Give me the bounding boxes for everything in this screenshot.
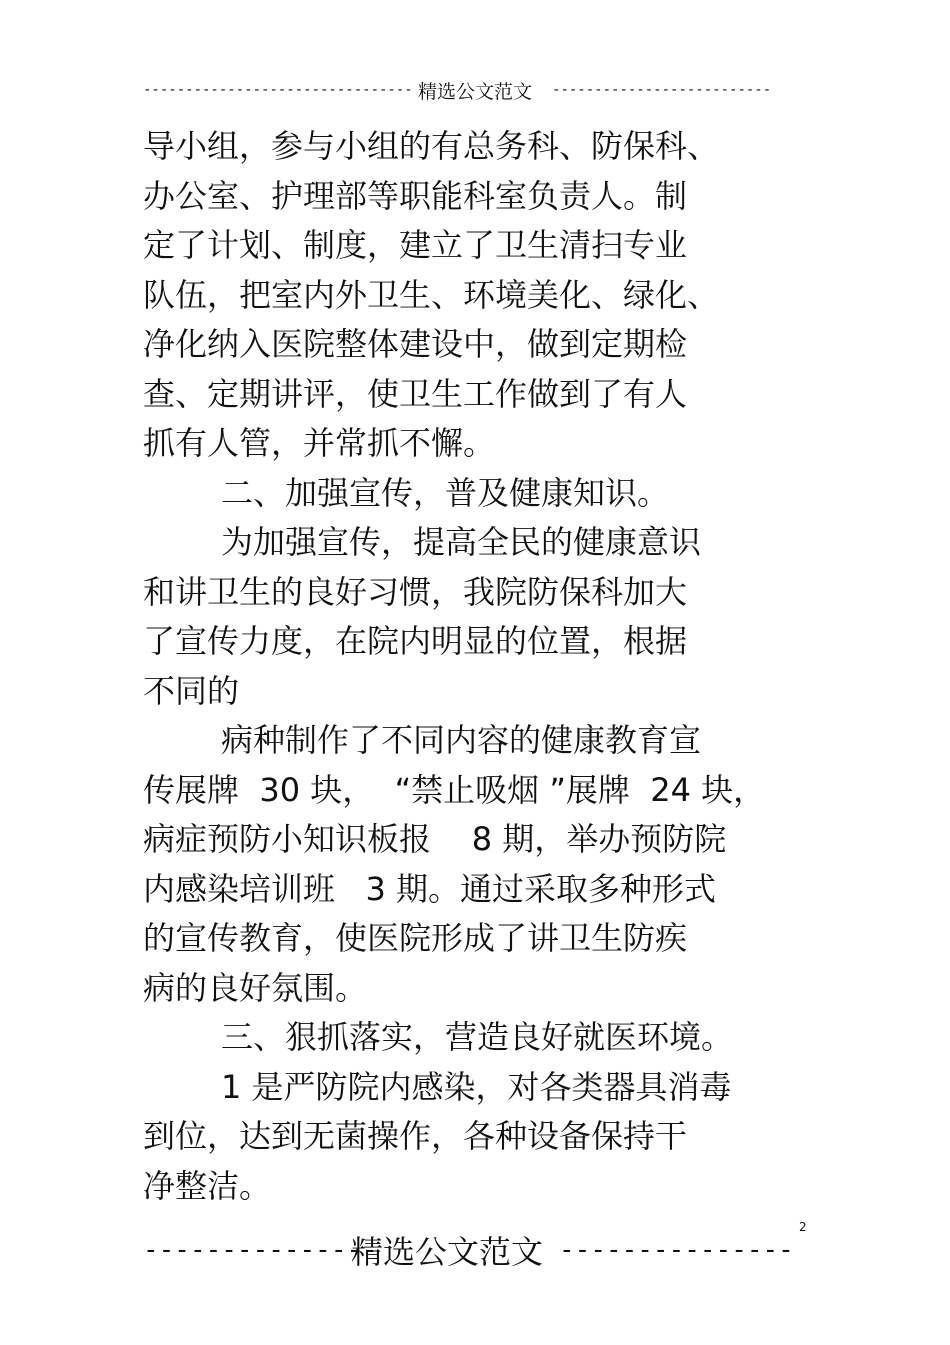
text-line: 1 是严防院内感染，对各类器具消毒 [221,1067,732,1106]
text-line: 为加强宣传，提高全民的健康意识 [221,523,702,561]
header-dashes-right: -------------------------- [552,82,772,98]
text-line: 不同的 [143,671,240,710]
text-line: 了宣传力度，在院内明显的位置，根据 [143,622,688,660]
text-line: 内感染培训班 3 期。通过采取多种形式 [143,869,717,908]
text-line: 定了计划、制度，建立了卫生清扫专业 [143,226,688,264]
text-line: 病种制作了不同内容的健康教育宣 [221,721,702,759]
text-line: 病症预防小知识板报 8 期，举办预防院 [143,820,727,858]
text-line: 的宣传教育，使医院形成了讲卫生防疾 [143,919,688,957]
document-body [143,122,793,1211]
header-dashes-left: -------------------------------- [143,82,413,98]
text-line: 净整洁。 [143,1166,272,1205]
text-line: 查、定期讲评，使卫生工作做到了有人 [143,374,688,413]
page-footer [143,1228,794,1272]
text-line: 抓有人管，并常抓不懈。 [143,424,496,462]
footer-dashes-right: --------------- [559,1235,794,1265]
section-heading: 三、狠抓落实，营造良好就医环境。 [221,1018,734,1056]
page-number: 2 [799,1220,807,1234]
text-line: 传展牌 30 块， “禁止吸烟 ”展牌 24 块， [143,770,766,809]
page-header [143,74,778,106]
text-line: 导小组，参与小组的有总务科、防保科、 [143,127,720,165]
text-line: 净化纳入医院整体建设中，做到定期检 [143,325,688,363]
header-title: 精选公文范文 [418,80,533,103]
text-line: 病的良好氛围。 [143,968,368,1007]
text-line: 到位，达到无菌操作，各种设备保持干 [143,1117,688,1155]
text-line: 和讲卫生的良好习惯，我院防保科加大 [143,572,688,611]
text-line: 队伍，把室内外卫生、环境美化、绿化、 [143,275,720,314]
footer-dashes-left: --------------- [143,1235,378,1265]
text-line: 办公室、护理部等职能科室负责人。制 [143,176,688,215]
section-heading: 二、加强宣传，普及健康知识。 [221,473,670,512]
footer-title: 精选公文范文 [351,1233,544,1271]
